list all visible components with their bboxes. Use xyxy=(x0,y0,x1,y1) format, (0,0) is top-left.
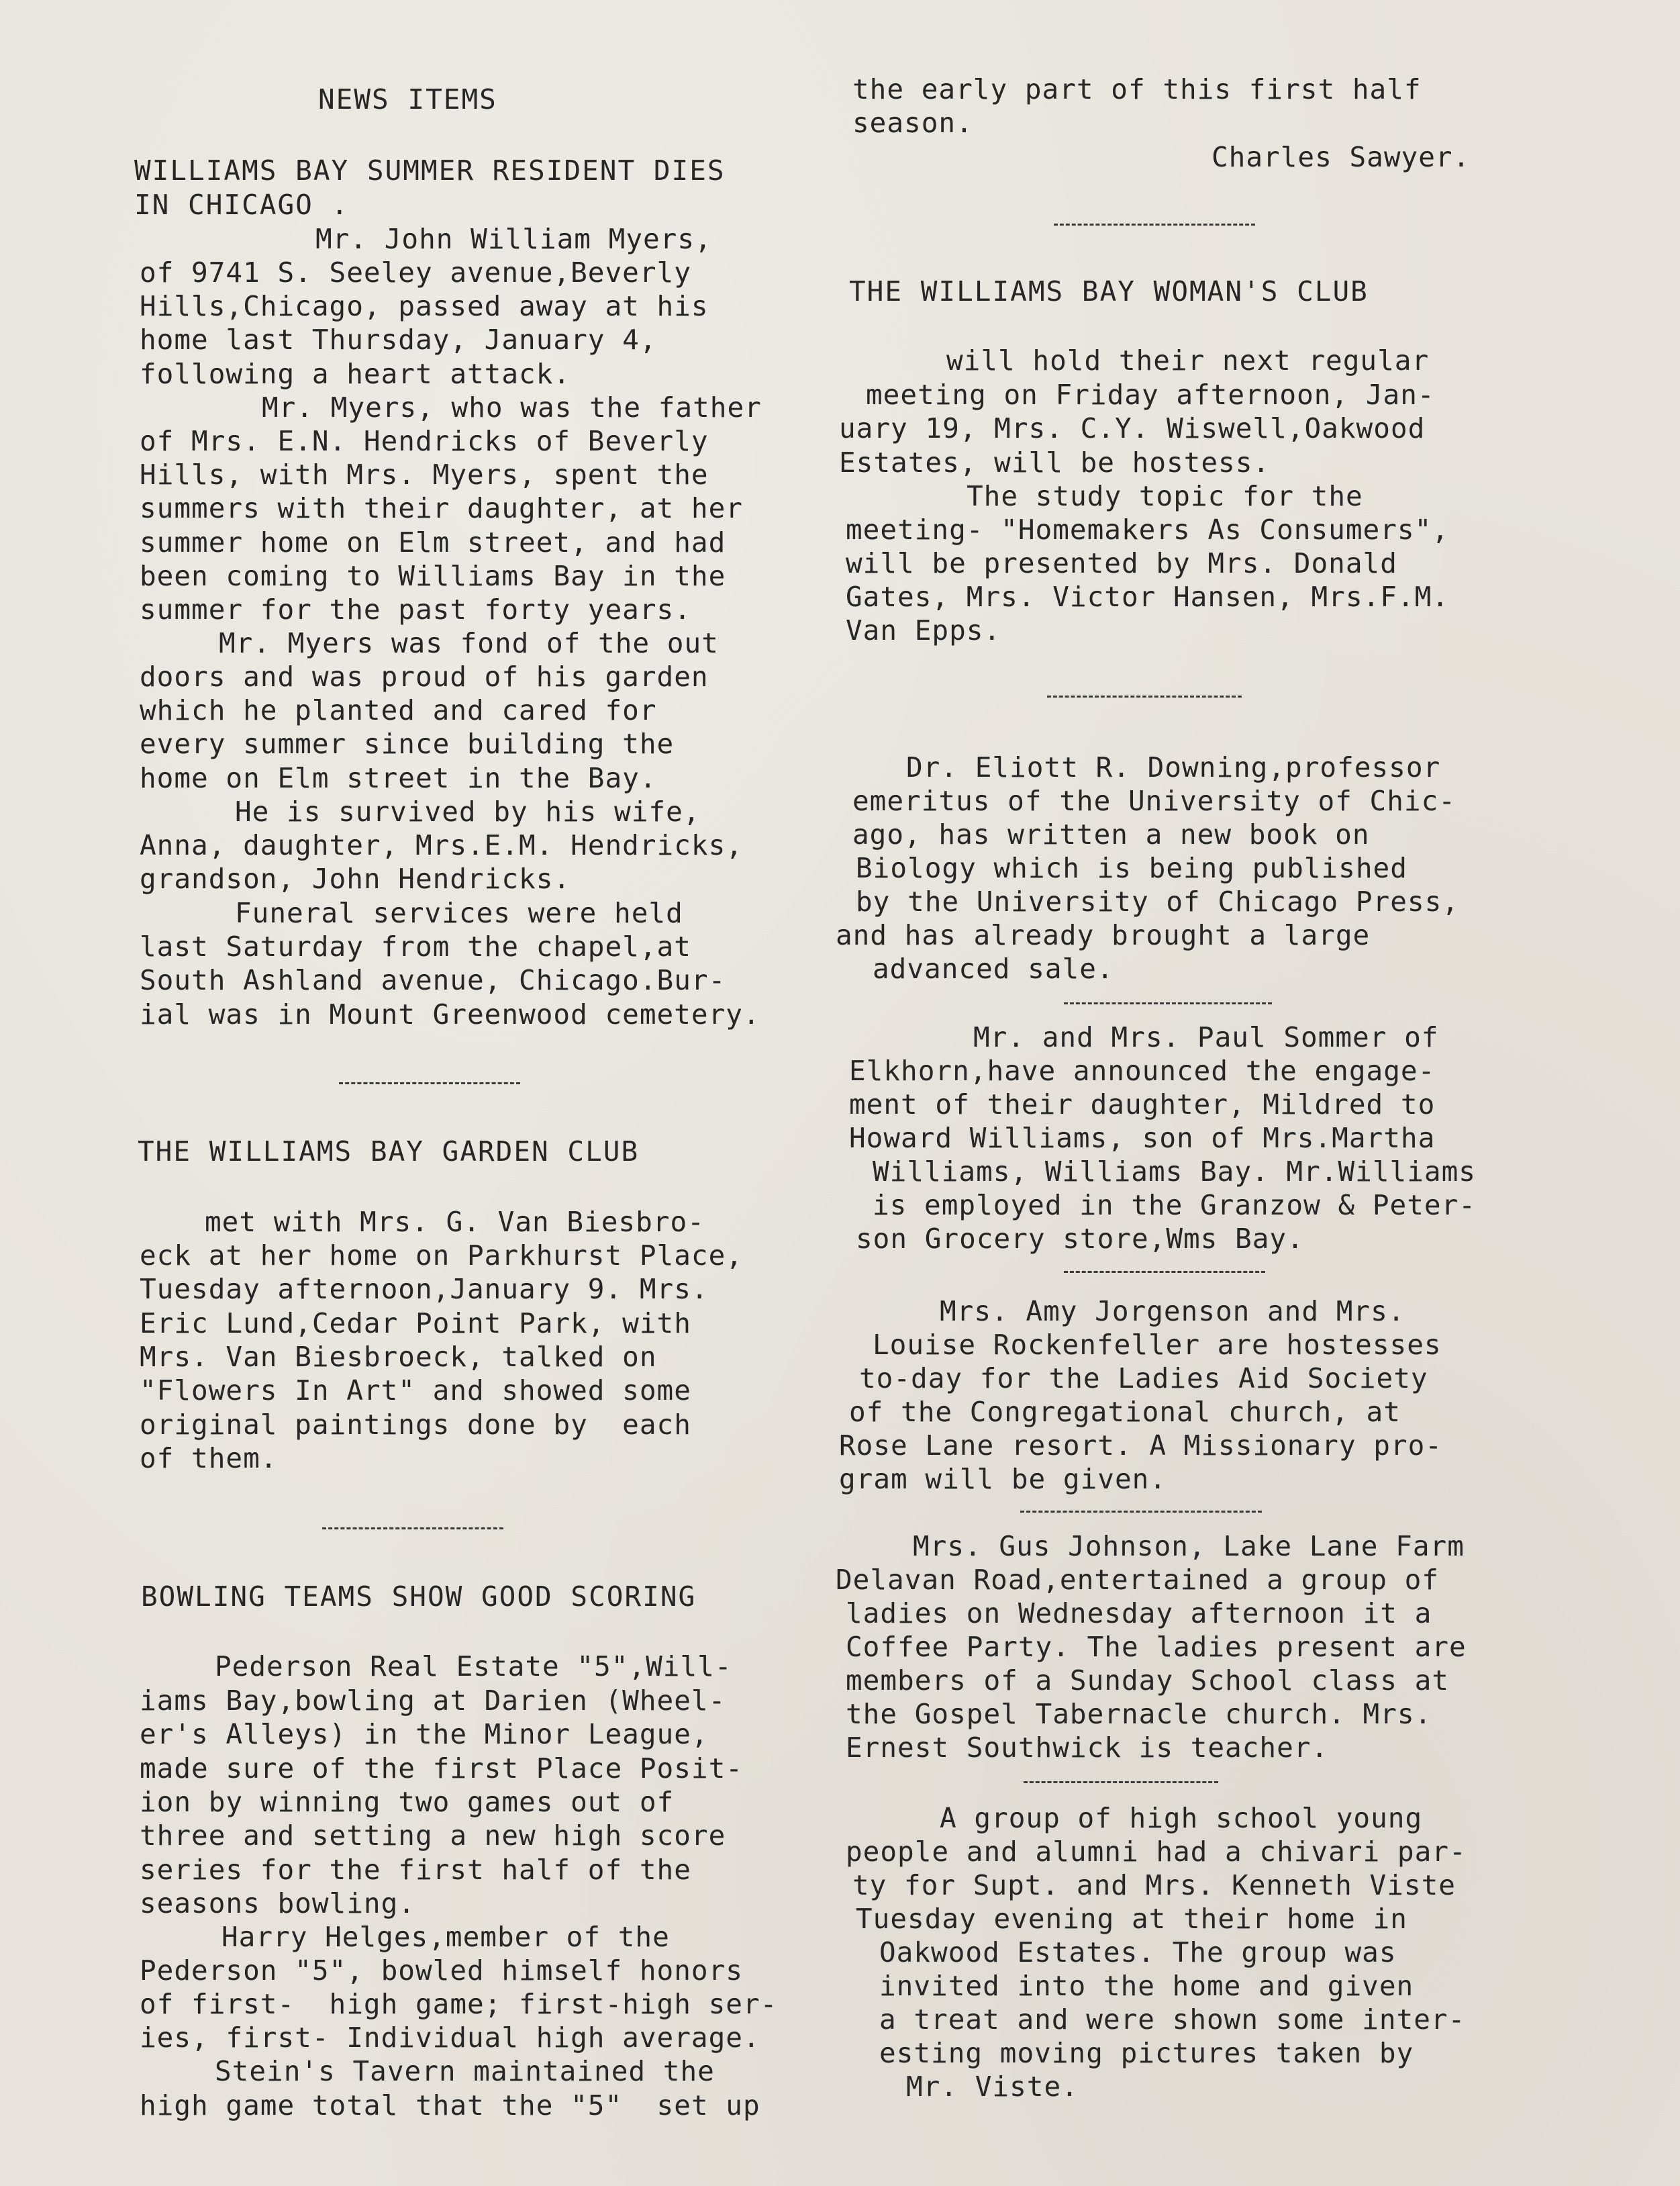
article-text-line: seasons bowling. xyxy=(140,1887,415,1919)
article-text-line: doors and was proud of his garden xyxy=(140,661,709,693)
article-text-line: series for the first half of the xyxy=(140,1854,691,1886)
article-text-line: He is survived by his wife, xyxy=(235,796,701,828)
article-text-line: a treat and were shown some inter- xyxy=(879,2003,1466,2036)
author-signature: Charles Sawyer. xyxy=(1212,141,1471,173)
article-text-line: will be presented by Mrs. Donald xyxy=(846,547,1397,579)
article-text-line: Van Epps. xyxy=(846,614,1001,647)
article-text-line: of them. xyxy=(140,1442,278,1474)
article-text-line: Mr. Myers was fond of the out xyxy=(219,627,719,659)
article-text-line: Elkhorn,have announced the engage- xyxy=(849,1055,1436,1087)
article-text-line: ty for Supt. and Mrs. Kenneth Viste xyxy=(852,1869,1456,1901)
article-text-line: and has already brought a large xyxy=(836,919,1371,951)
article-text-line: Biology which is being published xyxy=(856,852,1407,884)
article-text-line: son Grocery store,Wms Bay. xyxy=(856,1223,1304,1255)
article-text-line: summers with their daughter, at her xyxy=(140,492,743,524)
article-text-line: Estates, will be hostess. xyxy=(839,446,1271,479)
article-text-line: South Ashland avenue, Chicago.Bur- xyxy=(140,964,726,996)
article-text-line: Mr. Viste. xyxy=(906,2071,1079,2103)
article-text-line: Mr. John William Myers, xyxy=(315,223,712,255)
divider xyxy=(1020,1511,1262,1513)
article-text-line: Ernest Southwick is teacher. xyxy=(846,1731,1329,1764)
article-text-line: been coming to Williams Bay in the xyxy=(140,560,726,592)
article-text-line: Rose Lane resort. A Missionary pro- xyxy=(839,1429,1442,1462)
article-text-line: Mr. and Mrs. Paul Sommer of xyxy=(973,1021,1439,1053)
article-text-line: met with Mrs. G. Van Biesbro- xyxy=(205,1206,705,1238)
article-text-line: ies, first- Individual high average. xyxy=(140,2022,760,2054)
article-text-line: Williams, Williams Bay. Mr.Williams xyxy=(873,1155,1476,1188)
article-text-line: The study topic for the xyxy=(967,480,1363,512)
article-text-line: meeting on Friday afternoon, Jan- xyxy=(866,379,1435,411)
article-text-line: Mrs. Amy Jorgenson and Mrs. xyxy=(940,1295,1405,1327)
article-text-line: high game total that the "5" set up xyxy=(140,2089,760,2122)
article-text-line: Stein's Tavern maintained the xyxy=(215,2055,715,2087)
divider xyxy=(1024,1781,1218,1783)
article-text-line: summer home on Elm street, and had xyxy=(140,526,726,559)
article-text-line: original paintings done by each xyxy=(140,1409,691,1441)
article-text-line: summer for the past forty years. xyxy=(140,593,691,626)
article-text-line: to-day for the Ladies Aid Society xyxy=(859,1362,1428,1394)
article-text-line: Harry Helges,member of the xyxy=(221,1921,670,1953)
divider xyxy=(322,1527,503,1529)
article-text-line: Tuesday evening at their home in xyxy=(856,1903,1407,1935)
article-text-line: of Mrs. E.N. Hendricks of Beverly xyxy=(140,425,709,457)
article-headline: THE WILLIAMS BAY WOMAN'S CLUB xyxy=(849,275,1369,307)
article-headline: BOWLING TEAMS SHOW GOOD SCORING xyxy=(141,1580,697,1613)
article-text-line: eck at her home on Parkhurst Place, xyxy=(140,1239,743,1272)
article-text-line: ial was in Mount Greenwood cemetery. xyxy=(140,998,760,1031)
article-text-line: ment of their daughter, Mildred to xyxy=(849,1088,1436,1121)
article-text-line: made sure of the first Place Posit- xyxy=(140,1752,743,1785)
article-text-line: Hills, with Mrs. Myers, spent the xyxy=(140,459,709,491)
article-text-line: people and alumni had a chivari par- xyxy=(846,1836,1467,1868)
section-title: NEWS ITEMS xyxy=(318,83,497,115)
article-text-line: advanced sale. xyxy=(873,953,1114,985)
article-text-line: er's Alleys) in the Minor League, xyxy=(140,1718,709,1750)
article-text-line: every summer since building the xyxy=(140,728,675,760)
article-text-line: Hills,Chicago, passed away at his xyxy=(140,290,709,322)
article-text-line: Funeral services were held xyxy=(235,897,683,929)
article-text-line: by the University of Chicago Press, xyxy=(856,886,1459,918)
article-text-line: emeritus of the University of Chic- xyxy=(852,785,1456,817)
article-text-line: ion by winning two games out of xyxy=(140,1786,675,1818)
article-text-line: invited into the home and given xyxy=(879,1970,1414,2002)
article-headline: THE WILLIAMS BAY GARDEN CLUB xyxy=(138,1135,640,1168)
article-text-line: Pederson "5", bowled himself honors xyxy=(140,1954,743,1987)
article-text-line: esting moving pictures taken by xyxy=(879,2037,1414,2069)
article-text-line: the Gospel Tabernacle church. Mrs. xyxy=(846,1698,1432,1730)
article-text-line: uary 19, Mrs. C.Y. Wiswell,Oakwood xyxy=(839,412,1426,444)
article-text-line: Mr. Myers, who was the father xyxy=(262,391,762,424)
article-text-line: which he planted and cared for xyxy=(140,694,657,726)
divider xyxy=(1064,1002,1272,1004)
article-headline: IN CHICAGO . xyxy=(134,189,350,221)
article-text-line: of the Congregational church, at xyxy=(849,1396,1401,1428)
article-text-line: is employed in the Granzow & Peter- xyxy=(873,1189,1476,1221)
article-text-line: the early part of this first half xyxy=(852,73,1422,105)
article-text-line: season. xyxy=(852,107,973,139)
article-text-line: last Saturday from the chapel,at xyxy=(140,931,691,963)
article-text-line: of 9741 S. Seeley avenue,Beverly xyxy=(140,256,691,289)
article-text-line: A group of high school young xyxy=(940,1802,1423,1834)
article-text-line: iams Bay,bowling at Darien (Wheel- xyxy=(140,1684,726,1717)
article-text-line: home last Thursday, January 4, xyxy=(140,324,657,356)
article-text-line: Oakwood Estates. The group was xyxy=(879,1936,1397,1968)
article-text-line: gram will be given. xyxy=(839,1463,1167,1495)
article-text-line: will hold their next regular xyxy=(946,344,1430,377)
article-headline: WILLIAMS BAY SUMMER RESIDENT DIES xyxy=(134,154,726,187)
article-text-line: of first- high game; first-high ser- xyxy=(140,1988,778,2020)
divider xyxy=(339,1082,520,1084)
article-text-line: ago, has written a new book on xyxy=(852,818,1370,851)
article-text-line: home on Elm street in the Bay. xyxy=(140,762,657,794)
article-text-line: ladies on Wednesday afternoon it a xyxy=(846,1597,1432,1629)
divider xyxy=(1047,696,1242,698)
article-text-line: Howard Williams, son of Mrs.Martha xyxy=(849,1122,1436,1154)
article-text-line: Eric Lund,Cedar Point Park, with xyxy=(140,1307,691,1339)
article-text-line: meeting- "Homemakers As Consumers", xyxy=(846,514,1449,546)
article-text-line: members of a Sunday School class at xyxy=(846,1664,1449,1697)
article-text-line: Louise Rockenfeller are hostesses xyxy=(873,1329,1442,1361)
article-text-line: Pederson Real Estate "5",Will- xyxy=(215,1650,732,1682)
article-text-line: three and setting a new high score xyxy=(140,1819,726,1852)
divider xyxy=(1054,224,1255,226)
article-text-line: Anna, daughter, Mrs.E.M. Hendricks, xyxy=(140,829,743,861)
article-text-line: grandson, John Hendricks. xyxy=(140,863,571,895)
article-text-line: Coffee Party. The ladies present are xyxy=(846,1631,1467,1663)
article-text-line: following a heart attack. xyxy=(140,358,571,390)
article-text-line: Tuesday afternoon,January 9. Mrs. xyxy=(140,1273,709,1305)
divider xyxy=(1064,1271,1265,1273)
article-text-line: Mrs. Van Biesbroeck, talked on xyxy=(140,1341,657,1373)
article-text-line: Mrs. Gus Johnson, Lake Lane Farm xyxy=(913,1530,1465,1562)
article-text-line: "Flowers In Art" and showed some xyxy=(140,1374,691,1407)
article-text-line: Gates, Mrs. Victor Hansen, Mrs.F.M. xyxy=(846,581,1449,613)
article-text-line: Delavan Road,entertained a group of xyxy=(836,1564,1439,1596)
article-text-line: Dr. Eliott R. Downing,professor xyxy=(906,751,1441,783)
